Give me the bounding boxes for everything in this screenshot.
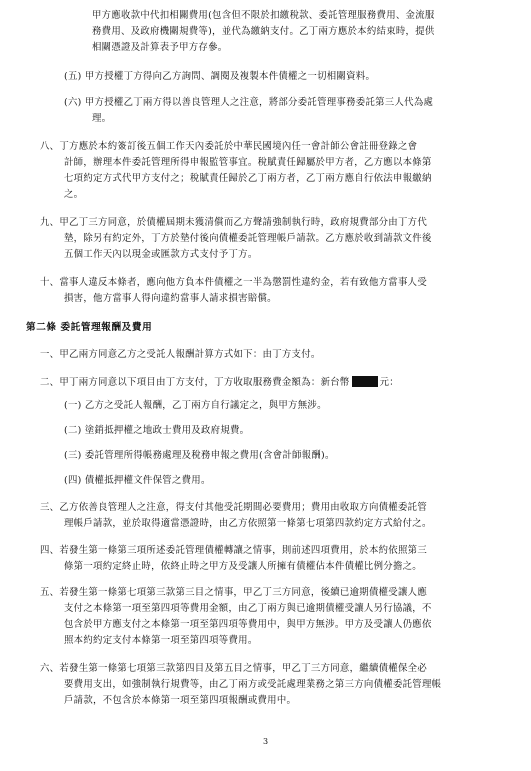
text-line: 理。 [92,113,112,124]
text-line: 計師，辦理本件委託管理所得申報監管事宜。稅賦責任歸屬於甲方者，乙方應以本條第 [64,157,432,168]
clause-10: 十、當事人違反本條者，應向他方負本件債權之一半為懲罰性違約金，若有致他方當事人受 [40,277,428,288]
s2-item-2 [40,376,399,389]
s2-item-5: 五、若發生第一條第七項第三款第三目之情事，甲乙丁三方同意，後續已逾期債權受讓人應 [40,587,428,598]
s2-item-3: 三、乙方依善良管理人之注意，得支付其他受託期間必要費用；費用由收取方向債權委託管 [40,502,428,513]
s2-sub-1: (一) 乙方之受託人報酬，乙丁兩方自行議定之，與甲方無涉。 [64,400,327,411]
s2-sub-3: (三) 委託管理所得帳務處理及稅務申報之費用(含會計師報酬)。 [64,450,335,461]
section-title: 第二條 委託管理報酬及費用 [26,322,153,333]
s2-item-1: 一、甲乙兩方同意乙方之受託人報酬計算方式如下：由丁方支付。 [40,349,321,360]
text-line: 之。 [64,189,84,200]
clause-item-6: (六) 甲方授權乙丁兩方得以善良管理人之注意，將部分委託管理事務委託第三人代為處 [64,97,434,108]
text-line: 支付之本條第一項至第四項等費用金額，由乙丁兩方與已逾期債權受讓人另行協議，不 [64,603,432,614]
s2-sub-4: (四) 債權抵押權文件保管之費用。 [64,475,211,486]
text-line: 損害，他方當事人得向違約當事人請求損害賠償。 [64,293,277,304]
s2-item-6: 六、若發生第一條第七項第三款第四目及第五目之情事，甲乙丁三方同意，繼續債權保全必 [40,663,428,674]
redaction-box [352,376,378,387]
text-segment: 二、甲丁兩方同意以下項目由丁方支付，丁方收取服務費金額為：新台幣 [40,377,350,388]
text-line: 理帳戶請款，並於取得適當憑證時，由乙方依照第一條第七項第四款約定方式給付之。 [64,518,432,529]
text-line: 包含於甲方應支付之本條第一項至第四項等費用中，與甲方無涉。甲方及受讓人仍應依 [64,619,432,630]
text-segment: 元： [379,377,399,388]
text-line: 七項約定方式代甲方支付之；稅賦責任歸於乙丁兩方者，乙丁兩方應自行依法申報繳納 [64,173,432,184]
text-line: 務費用、及政府機關規費等)，並代為繳納支付。乙丁兩方應於本約結束時，提供 [92,26,435,37]
text-line: 五個工作天內以現金或匯款方式支付予丁方。 [64,249,258,260]
s2-sub-2: (二) 塗銷抵押權之地政士費用及政府規費。 [64,425,250,436]
clause-item-5: (五) 甲方授權丁方得向乙方詢問、調閱及複製本件債權之一切相關資料。 [64,71,376,82]
text-line: 照本約約定支付本條第一項至第四項等費用。 [64,635,258,646]
clause-9: 九、甲乙丁三方同意，於債權屆期未獲清償而乙方聲請強制執行時，政府規費部分由丁方代 [40,217,428,228]
page-number: 3 [262,737,269,746]
text-line: 戶請款，不包含於本條第一項至第四項報酬或費用中。 [64,695,297,706]
text-line: 相關憑證及計算表予甲方存參。 [92,42,228,53]
clause-8: 八、丁方應於本約簽訂後五個工作天內委託於中華民國境內任一會計師公會註冊登錄之會 [40,141,418,152]
text-line: 條第一項約定終止時，依終止時之甲方及受讓人所擁有債權佔本件債權比例分擔之。 [64,561,422,572]
text-line: 甲方應收款中代扣相關費用(包含但不限於扣繳稅款、委託管理服務費用、金流服 [92,10,435,21]
s2-item-4: 四、若發生第一條第三項所述委託管理債權轉讓之情事，則前述四項費用，於本約依照第三 [40,545,428,556]
text-line: 墊，除另有約定外，丁方於墊付後向債權委託管理帳戶請款。乙方應於收到請款文件後 [64,233,432,244]
text-line: 要費用支出，如強制執行規費等，由乙丁兩方或受託處理業務之第三方向債權委託管理帳 [64,679,442,690]
